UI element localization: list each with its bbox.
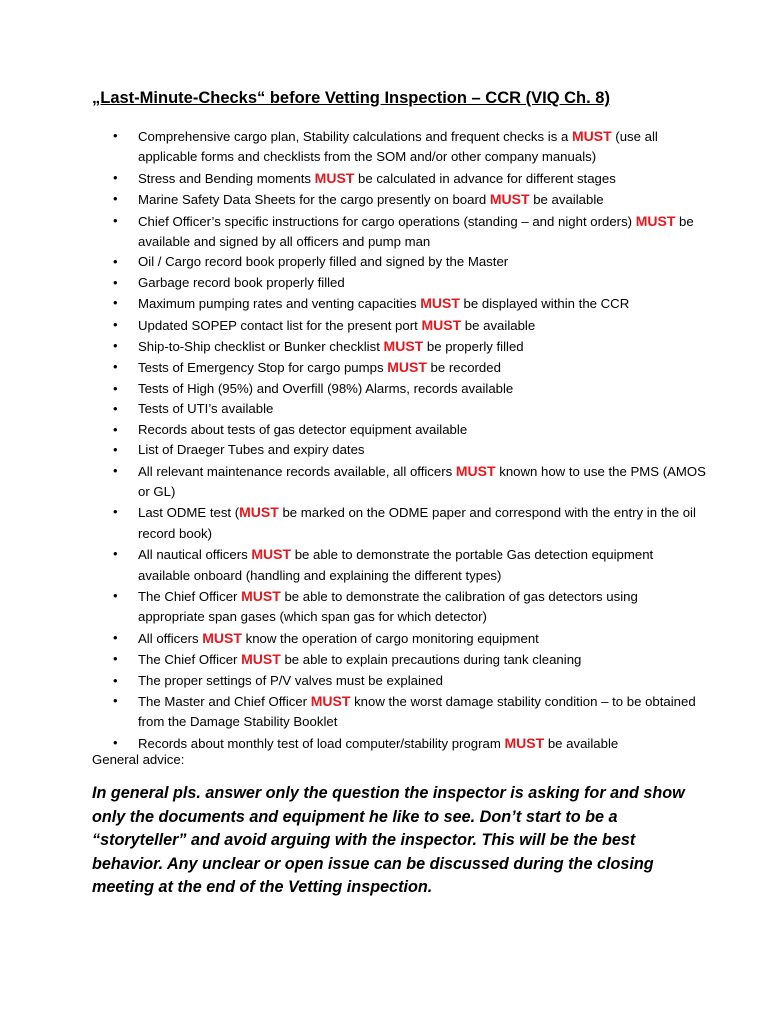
item-text-segment: Marine Safety Data Sheets for the cargo presently on board: [138, 192, 490, 208]
bullet-icon: •: [113, 692, 118, 708]
item-text-segment: All nautical officers: [138, 547, 252, 563]
item-text-segment: be recorded: [426, 360, 501, 376]
bullet-icon: •: [113, 274, 118, 290]
item-text-segment: List of Draeger Tubes and expiry dates: [138, 442, 365, 458]
item-text-segment: known how to use the PMS (AMOS or GL): [138, 463, 706, 499]
checklist-item-text: [138, 694, 696, 729]
checklist-item-text: [138, 422, 467, 437]
item-text-segment: be available: [544, 735, 619, 751]
bullet-icon: •: [113, 504, 118, 520]
checklist-item-text: [138, 171, 616, 186]
checklist-item: [0, 336, 768, 357]
item-text-segment: Tests of Emergency Stop for cargo pumps: [138, 360, 388, 376]
checklist: [0, 126, 768, 754]
item-text-segment: Stress and Bending moments: [138, 170, 315, 186]
checklist-item-text: [138, 360, 501, 375]
bullet-icon: •: [113, 734, 118, 750]
checklist-item-text: [138, 401, 273, 416]
checklist-item-text: [138, 631, 539, 646]
must-emphasis: MUST: [489, 191, 530, 208]
item-text-segment: Records about monthly test of load computer/stability program: [138, 735, 505, 751]
must-emphasis: MUST: [455, 462, 496, 479]
checklist-item: [0, 544, 768, 586]
checklist-item: [0, 168, 768, 189]
must-emphasis: MUST: [635, 212, 676, 229]
bullet-icon: •: [113, 212, 118, 228]
bullet-icon: •: [113, 629, 118, 645]
checklist-item: [0, 126, 768, 168]
checklist-item: [0, 586, 768, 628]
bullet-icon: •: [113, 316, 118, 332]
item-text-segment: be properly filled: [423, 339, 524, 355]
bullet-icon: •: [113, 587, 118, 603]
checklist-item-text: [138, 296, 629, 311]
item-text-segment: All officers: [138, 630, 203, 646]
bullet-icon: •: [113, 546, 118, 562]
checklist-item: [0, 649, 768, 670]
checklist-item: [0, 252, 768, 272]
bullet-icon: •: [113, 169, 118, 185]
checklist-item: [0, 671, 768, 691]
bullet-icon: •: [113, 295, 118, 311]
checklist-item-text: [138, 442, 365, 457]
item-text-segment: Last ODME test (: [138, 505, 240, 521]
checklist-item-text: [138, 339, 524, 354]
checklist-item: [0, 273, 768, 293]
must-emphasis: MUST: [421, 316, 462, 333]
item-text-segment: Ship-to-Ship checklist or Bunker checklist: [138, 339, 384, 355]
item-text-segment: be displayed within the CCR: [459, 296, 630, 312]
bullet-icon: •: [113, 442, 118, 458]
item-text-segment: be calculated in advance for different stages: [354, 170, 616, 186]
must-emphasis: MUST: [202, 629, 242, 646]
bullet-icon: •: [113, 380, 118, 396]
must-emphasis: MUST: [310, 692, 351, 709]
bullet-icon: •: [113, 421, 118, 437]
item-text-segment: Maximum pumping rates and venting capacities: [138, 296, 421, 312]
item-text-segment: be marked on the ODME paper and correspond with the entry in the oil record book): [138, 505, 696, 541]
item-text-segment: be available: [529, 192, 604, 208]
must-emphasis: MUST: [420, 295, 460, 312]
checklist-item-text: [138, 673, 443, 688]
must-emphasis: MUST: [383, 338, 424, 355]
item-text-segment: be able to demonstrate the calibration of gas detectors using appropriate span gases (which span gas for which detector): [138, 588, 638, 625]
checklist-item: [0, 461, 768, 503]
checklist-item-text: [138, 275, 345, 290]
checklist-item: [0, 399, 768, 419]
item-text-segment: be available and signed by all officers and pump man: [138, 213, 694, 250]
checklist-item: [0, 189, 768, 210]
checklist-item-text: [138, 652, 581, 667]
checklist-item: [0, 357, 768, 378]
item-text-segment: Updated SOPEP contact list for the present port: [138, 317, 422, 333]
bullet-icon: •: [113, 672, 118, 688]
checklist-item-text: [138, 192, 604, 207]
item-text-segment: be available: [461, 317, 536, 333]
checklist-item-text: [138, 318, 535, 333]
advice-label: General advice:: [92, 752, 185, 767]
checklist-item: [0, 420, 768, 440]
must-emphasis: MUST: [571, 128, 612, 144]
item-text-segment: Tests of High (95%) and Overfill (98%) Alarms, records available: [138, 380, 514, 396]
checklist-item-text: [138, 464, 706, 499]
item-text-segment: know the worst damage stability condition – to be obtained from the Damage Stability Booklet: [138, 693, 696, 730]
checklist-item: [0, 691, 768, 733]
item-text-segment: The Chief Officer: [138, 588, 242, 604]
bullet-icon: •: [113, 359, 118, 375]
checklist-item-text: [138, 589, 638, 624]
checklist-item: [0, 502, 768, 544]
bullet-icon: •: [113, 338, 118, 354]
item-text-segment: Chief Officer’s specific instructions for cargo operations (standing – and night orders): [138, 213, 636, 229]
checklist-item: [0, 293, 768, 314]
advice-text: In general pls. answer only the question the inspector is asking for and show only the documents and equipment he like to see. Don’t start to be a “storyteller” and avoid arguing with the inspector. This will be the best behavior. Any unclear or open issue can be discussed during the closing meeting at the end of the Vetting inspection.: [92, 784, 685, 897]
checklist-item-text: [138, 129, 658, 164]
checklist-item-text: [138, 505, 696, 540]
must-emphasis: MUST: [314, 169, 355, 186]
item-text-segment: know the operation of cargo monitoring equipment: [241, 630, 539, 646]
bullet-icon: •: [113, 254, 118, 270]
must-emphasis: MUST: [387, 359, 427, 376]
document-title: „Last-Minute-Checks“ before Vetting Inspection – CCR (VIQ Ch. 8): [92, 89, 610, 107]
item-text-segment: The Master and Chief Officer: [138, 693, 311, 709]
checklist-item-text: [138, 736, 618, 751]
item-text-segment: Oil / Cargo record book properly filled and signed by the Master: [138, 254, 509, 270]
checklist-item-text: [138, 547, 653, 582]
item-text-segment: Garbage record book properly filled: [138, 274, 345, 290]
checklist-item: [0, 211, 768, 253]
item-text-segment: The Chief Officer: [138, 652, 242, 668]
bullet-icon: •: [113, 128, 118, 143]
must-emphasis: MUST: [239, 504, 279, 521]
item-text-segment: be able to explain precautions during tank cleaning: [280, 652, 582, 668]
checklist-item: [0, 440, 768, 460]
checklist-item-text: [138, 254, 508, 269]
checklist-item-text: [138, 214, 694, 249]
checklist-item: [0, 315, 768, 336]
checklist-item: [0, 628, 768, 649]
bullet-icon: •: [113, 462, 118, 478]
must-emphasis: MUST: [504, 734, 545, 751]
must-emphasis: MUST: [251, 546, 292, 563]
item-text-segment: The proper settings of P/V valves must be explained: [138, 672, 443, 688]
item-text-segment: All relevant maintenance records available, all officers: [138, 463, 456, 479]
item-text-segment: be able to demonstrate the portable Gas detection equipment available onboard (handling and explaining the different types): [138, 547, 654, 583]
bullet-icon: •: [113, 401, 118, 417]
must-emphasis: MUST: [241, 651, 281, 668]
bullet-icon: •: [113, 191, 118, 207]
must-emphasis: MUST: [241, 587, 281, 604]
checklist-item-text: [138, 381, 513, 396]
item-text-segment: Records about tests of gas detector equipment available: [138, 421, 468, 437]
item-text-segment: (use all applicable forms and checklists from the SOM and/or other company manuals): [138, 129, 658, 165]
item-text-segment: Tests of UTI’s available: [138, 401, 274, 417]
bullet-icon: •: [113, 651, 118, 667]
checklist-item: [0, 379, 768, 399]
item-text-segment: Comprehensive cargo plan, Stability calculations and frequent checks is a: [138, 129, 572, 144]
